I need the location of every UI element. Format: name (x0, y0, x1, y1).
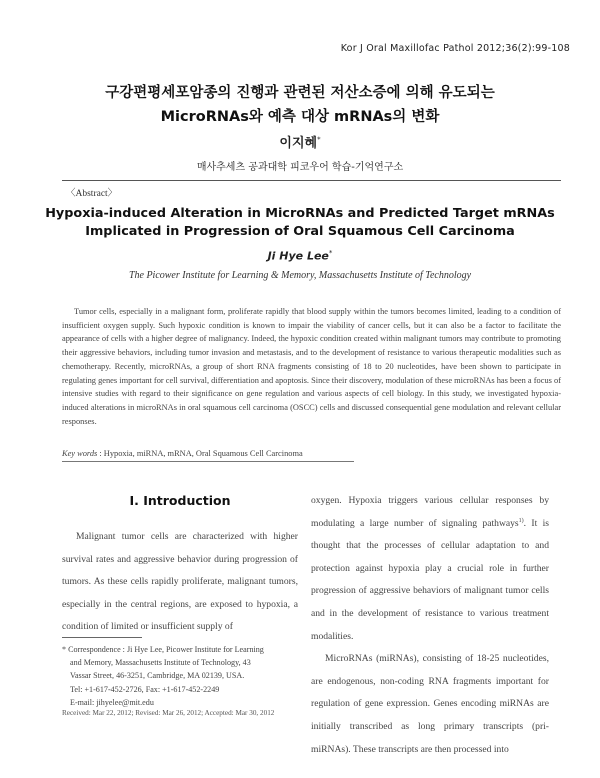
section-heading-introduction: Ⅰ. Introduction (129, 493, 231, 508)
footnote-line-3: Vassar Street, 46-3251, Cambridge, MA 02139, USA. (70, 671, 245, 681)
intro-paragraph-right-1 (311, 490, 549, 648)
english-author (0, 249, 600, 263)
korean-author-name: 이지혜 (279, 136, 318, 151)
korean-title-line1: 구강편평세포암종의 진행과 관련된 저산소증에 의해 유도되는 (105, 85, 495, 101)
korean-title-line2: MicroRNAs와 예측 대상 mRNAs의 변화 (160, 109, 440, 125)
journal-citation: Kor J Oral Maxillofac Pathol 2012;36(2):99-108 (340, 43, 570, 54)
right-column (311, 490, 549, 761)
correspondence-footnote (62, 643, 298, 709)
footnote-line-2: and Memory, Massachusetts Institute of Technology, 43 (70, 658, 251, 668)
english-title-line1: Hypoxia-induced Alteration in MicroRNAs and Predicted Target mRNAs (45, 206, 555, 221)
keywords-divider (62, 461, 354, 462)
received-dates: Received: Mar 22, 2012; Revised: Mar 26, 2012; Accepted: Mar 30, 2012 (62, 709, 275, 717)
keywords-text: : Hypoxia, miRNA, mRNA, Oral Squamous Cell Carcinoma (97, 449, 303, 458)
footnote-line-5: E-mail: jihyelee@mit.edu (70, 697, 154, 707)
korean-affiliation: 매사추세츠 공과대학 피코우어 학습-기억연구소 (196, 162, 404, 173)
abstract-label: 〈Abstract〉 (66, 189, 118, 199)
english-author-name: Ji Hye Lee (267, 249, 329, 263)
footnote-line-4: Tel: +1-617-452-2726, Fax: +1-617-452-2249 (70, 684, 220, 694)
intro-paragraph-right-1-text-b: . It is thought that the processes of cellular adaptation to and protection against hypoxia play a crucial role in further progression of aggressive behaviors of malignant tumor cells and in the development of resistance to various treatment modalities. (311, 517, 549, 642)
left-column (62, 526, 298, 639)
abstract-body: Tumor cells, especially in a malignant form, proliferate rapidly that blood supply within the tumors becomes limited, leading to a condition of insufficient oxygen supply. Such hypoxic condition is known to impair the viability of cancer cells, but it can also be a factor to facilitate the appearance of cells with a higher degree of malignancy. Indeed, the hypoxic condition created within malignant tumors may contribute to promoting their aggressive behaviors, including tumor invasion and metastasis, and to the development of resistance to various therapeutic modalities such as chemotherapy. Recently, microRNAs, a group of short RNA fragments consisting of 18 to 20 nucleotides, have been shown to participate in regulating genes important for cell survival, differentiation and apoptosis. Since their discovery, modulation of these microRNAs has been a focus of intensive studies with regard to their significance on gene regulation and various aspects of cell biology. In this study, we investigated hypoxia-induced alterations in microRNAs in oral squamous cell carcinoma (OSCC) cells and discussed consequential gene modulation and relevant cellular responses. (62, 307, 561, 426)
english-author-mark: * (328, 249, 333, 257)
intro-paragraph-left: Malignant tumor cells are characterized with higher survival rates and aggressive behavior during progression of tumors. As these cells rapidly proliferate, malignant tumors, especially in the central regions, are exposed to hypoxia, a condition of limited or insufficient supply of (62, 531, 298, 633)
english-affiliation: The Picower Institute for Learning & Memory, Massachusetts Institute of Technology (128, 270, 472, 281)
footnote-line-1: * Correspondence : Ji Hye Lee, Picower Institute for Learning (62, 645, 264, 654)
intro-paragraph-right-1-text-a: oxygen. Hypoxia triggers various cellular responses by modulating a large number of signaling pathways (311, 495, 549, 529)
english-title-line2: Implicated in Progression of Oral Squamous Cell Carcinoma (85, 224, 515, 239)
intro-paragraph-right-2: MicroRNAs (miRNAs), consisting of 18-25 nucleotides, are endogenous, non-coding RNA fragments important for regulation of gene expression. Genes encoding miRNAs are initially transcribed as long primary transcripts (pri-miRNAs). These transcripts are then processed into (311, 653, 549, 755)
korean-author-mark: * (317, 135, 321, 144)
korean-author (0, 132, 600, 151)
reference-marker: 1) (518, 517, 524, 524)
keywords-label: Key words (62, 449, 98, 458)
footnote-divider (62, 637, 142, 638)
keywords (62, 449, 561, 458)
header-divider (62, 180, 561, 181)
